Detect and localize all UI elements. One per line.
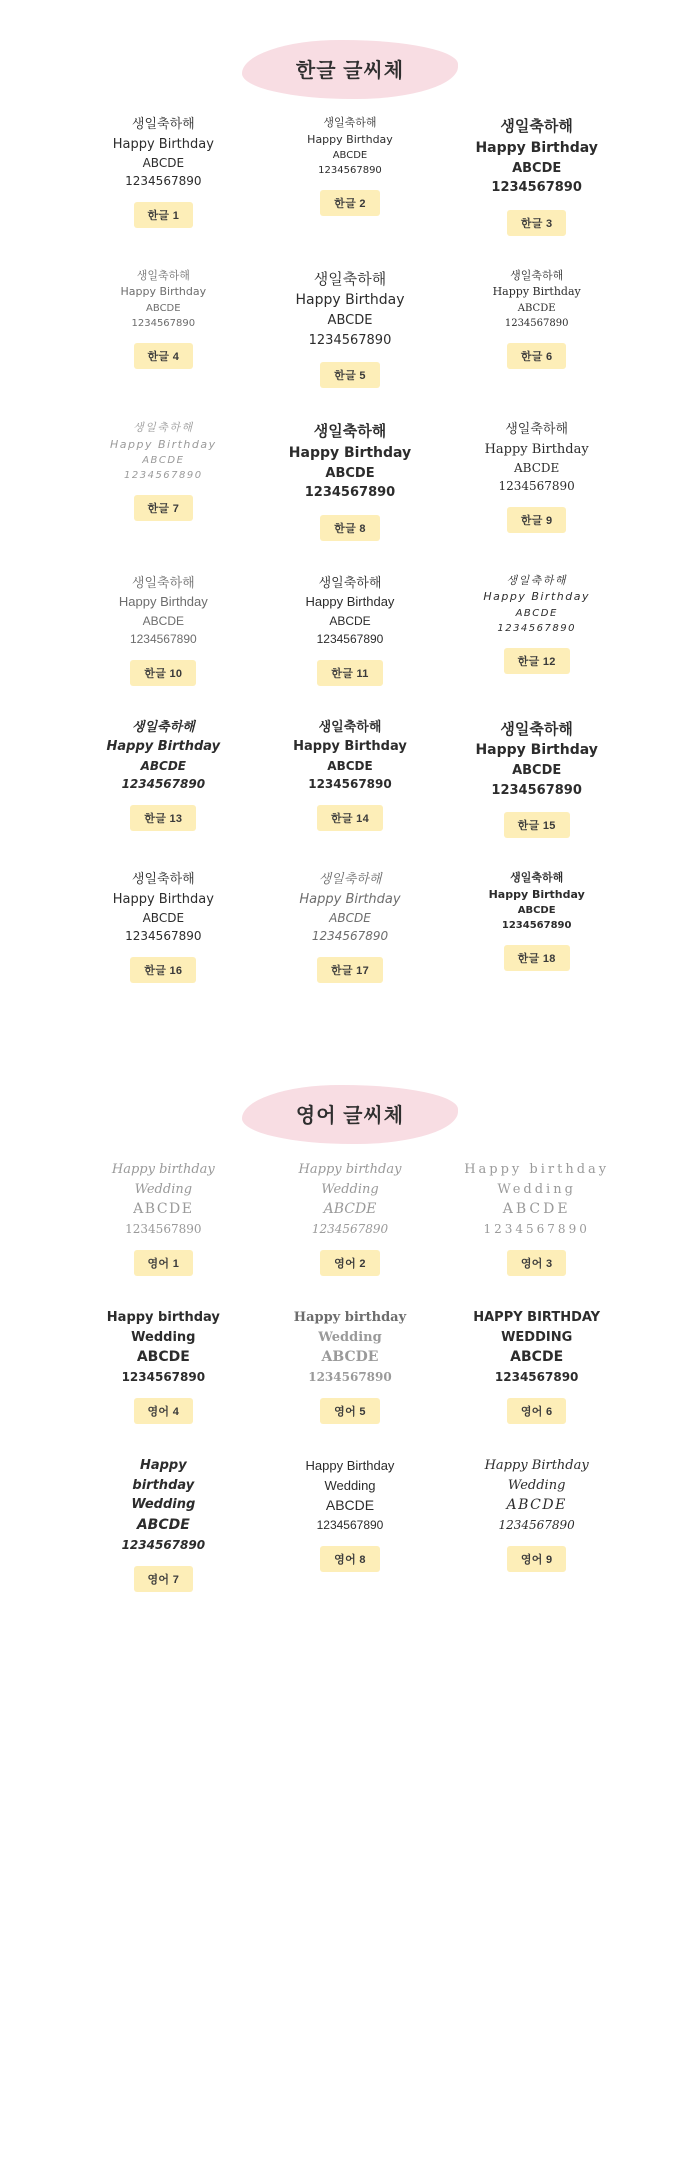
font-sample-cell[interactable] bbox=[443, 404, 630, 551]
font-sample-cell[interactable] bbox=[257, 404, 444, 551]
font-badge[interactable]: 영어 7 bbox=[134, 1566, 194, 1592]
font-preview: Happy birthday Wedding ABCDE 1234567890 bbox=[464, 1162, 610, 1236]
font-sample-cell[interactable] bbox=[257, 1440, 444, 1602]
section-spacer bbox=[0, 993, 700, 1085]
font-badge[interactable]: 한글 2 bbox=[320, 190, 380, 216]
font-preview: Happy birthday Wedding ABCDE 1234567890 bbox=[293, 1310, 407, 1384]
font-preview: HAPPY BIRTHDAY WEDDING ABCDE 1234567890 bbox=[473, 1310, 601, 1384]
font-sample-cell[interactable] bbox=[443, 99, 630, 246]
font-sample-cell[interactable] bbox=[70, 1440, 257, 1602]
font-sample-cell[interactable] bbox=[70, 1144, 257, 1286]
english-section-title: 영어 글씨체 bbox=[295, 1105, 405, 1127]
font-badge[interactable]: 한글 5 bbox=[320, 362, 380, 388]
font-sample-cell[interactable] bbox=[257, 854, 444, 993]
font-badge[interactable]: 한글 9 bbox=[507, 507, 567, 533]
font-preview: 생일축하해 Happy Birthday ABCDE 1234567890 bbox=[293, 719, 407, 791]
font-preview: 생일축하해 Happy Birthday ABCDE 1234567890 bbox=[307, 116, 393, 176]
font-preview: Happy birthday Wedding ABCDE 1234567890 bbox=[298, 1162, 402, 1236]
font-badge[interactable]: 영어 3 bbox=[507, 1250, 567, 1276]
font-sample-cell[interactable] bbox=[70, 702, 257, 849]
font-sample-cell[interactable] bbox=[443, 702, 630, 849]
font-sample-cell[interactable] bbox=[70, 1292, 257, 1434]
font-sample-cell[interactable] bbox=[443, 557, 630, 696]
font-sample-cell[interactable] bbox=[257, 1144, 444, 1286]
font-badge[interactable]: 영어 4 bbox=[134, 1398, 194, 1424]
font-badge[interactable]: 영어 2 bbox=[320, 1250, 380, 1276]
font-preview: 생일축하해 Happy Birthday ABCDE 1234567890 bbox=[475, 719, 598, 798]
font-badge[interactable]: 한글 12 bbox=[504, 648, 570, 674]
font-sample-cell[interactable] bbox=[443, 1144, 630, 1286]
font-preview: 생일축하해 Happy Birthday ABCDE 1234567890 bbox=[484, 422, 589, 493]
bottom-spacer bbox=[0, 1602, 700, 1672]
font-badge[interactable]: 한글 4 bbox=[134, 343, 194, 369]
font-sample-cell[interactable] bbox=[257, 99, 444, 246]
font-badge[interactable]: 한글 18 bbox=[504, 945, 570, 971]
font-badge[interactable]: 한글 17 bbox=[317, 957, 383, 983]
font-preview: Happy birthday Wedding ABCDE 1234567890 bbox=[111, 1162, 215, 1236]
font-preview: Happy birthday Wedding ABCDE 1234567890 bbox=[121, 1458, 206, 1552]
english-section-banner bbox=[0, 1085, 700, 1144]
font-sample-cell[interactable] bbox=[257, 702, 444, 849]
font-preview: 생일축하해 Happy Birthday ABCDE 1234567890 bbox=[475, 117, 598, 195]
banner-shape bbox=[242, 40, 458, 99]
font-preview: Happy Birthday Wedding ABCDE 1234567890 bbox=[484, 1458, 589, 1532]
font-sample-cell[interactable] bbox=[443, 1440, 630, 1602]
korean-section-title: 한글 글씨체 bbox=[295, 60, 405, 82]
font-badge[interactable]: 한글 15 bbox=[504, 812, 570, 838]
font-badge[interactable]: 영어 1 bbox=[134, 1250, 194, 1276]
font-badge[interactable]: 한글 3 bbox=[507, 210, 567, 236]
font-preview: 생일축하해 Happy Birthday ABCDE 1234567890 bbox=[305, 574, 395, 646]
font-badge[interactable]: 영어 8 bbox=[320, 1546, 380, 1572]
font-sample-cell[interactable] bbox=[443, 854, 630, 993]
font-sample-cell[interactable] bbox=[257, 1292, 444, 1434]
font-sample-cell[interactable] bbox=[70, 557, 257, 696]
font-preview: 생일축하해 Happy Birthday ABCDE 1234567890 bbox=[120, 268, 207, 329]
font-badge[interactable]: 한글 10 bbox=[130, 660, 196, 686]
font-sample-cell[interactable] bbox=[70, 252, 257, 399]
font-preview: 생일축하해 Happy Birthday ABCDE 1234567890 bbox=[483, 573, 590, 634]
font-preview: Happy Birthday Wedding ABCDE 1234567890 bbox=[305, 1458, 395, 1532]
font-sample-cell[interactable] bbox=[257, 252, 444, 399]
english-font-grid bbox=[70, 1144, 630, 1602]
font-preview: 생일축하해 Happy Birthday ABCDE 1234567890 bbox=[492, 268, 581, 329]
font-preview: 생일축하해 Happy Birthday ABCDE 1234567890 bbox=[295, 269, 405, 348]
font-preview: 생일축하해 Happy Birthday ABCDE 1234567890 bbox=[112, 117, 214, 188]
font-badge[interactable]: 한글 8 bbox=[320, 515, 380, 541]
font-preview: 생일축하해 Happy Birthday ABCDE 1234567890 bbox=[488, 871, 585, 931]
font-badge[interactable]: 영어 6 bbox=[507, 1398, 567, 1424]
banner-shape bbox=[242, 1085, 458, 1144]
font-preview: 생일축하해 Happy Birthday ABCDE 1234567890 bbox=[110, 421, 217, 481]
font-preview: 생일축하해 Happy Birthday ABCDE 1234567890 bbox=[112, 872, 214, 943]
korean-font-grid bbox=[70, 99, 630, 993]
font-sample-cell[interactable] bbox=[443, 252, 630, 399]
font-preview: Happy birthday Wedding ABCDE 1234567890 bbox=[106, 1310, 220, 1384]
font-sample-cell[interactable] bbox=[70, 404, 257, 551]
font-sample-cell[interactable] bbox=[70, 854, 257, 993]
font-badge[interactable]: 한글 11 bbox=[317, 660, 382, 686]
font-sample-cell[interactable] bbox=[257, 557, 444, 696]
font-sample-cell[interactable] bbox=[70, 99, 257, 246]
font-preview: 생일축하해 Happy Birthday ABCDE 1234567890 bbox=[299, 872, 401, 943]
font-badge[interactable]: 한글 14 bbox=[317, 805, 383, 831]
korean-section-banner bbox=[0, 40, 700, 99]
font-sample-cell[interactable] bbox=[443, 1292, 630, 1434]
font-badge[interactable]: 영어 5 bbox=[320, 1398, 380, 1424]
font-badge[interactable]: 한글 6 bbox=[507, 343, 567, 369]
font-badge[interactable]: 한글 1 bbox=[134, 202, 194, 228]
font-badge[interactable]: 한글 16 bbox=[130, 957, 196, 983]
font-preview: 생일축하해 Happy Birthday ABCDE 1234567890 bbox=[106, 719, 221, 791]
font-badge[interactable]: 한글 7 bbox=[134, 495, 194, 521]
font-badge[interactable]: 한글 13 bbox=[130, 805, 196, 831]
font-preview: 생일축하해 Happy Birthday ABCDE 1234567890 bbox=[118, 574, 208, 646]
font-badge[interactable]: 영어 9 bbox=[507, 1546, 567, 1572]
font-preview: 생일축하해 Happy Birthday ABCDE 1234567890 bbox=[288, 422, 412, 500]
